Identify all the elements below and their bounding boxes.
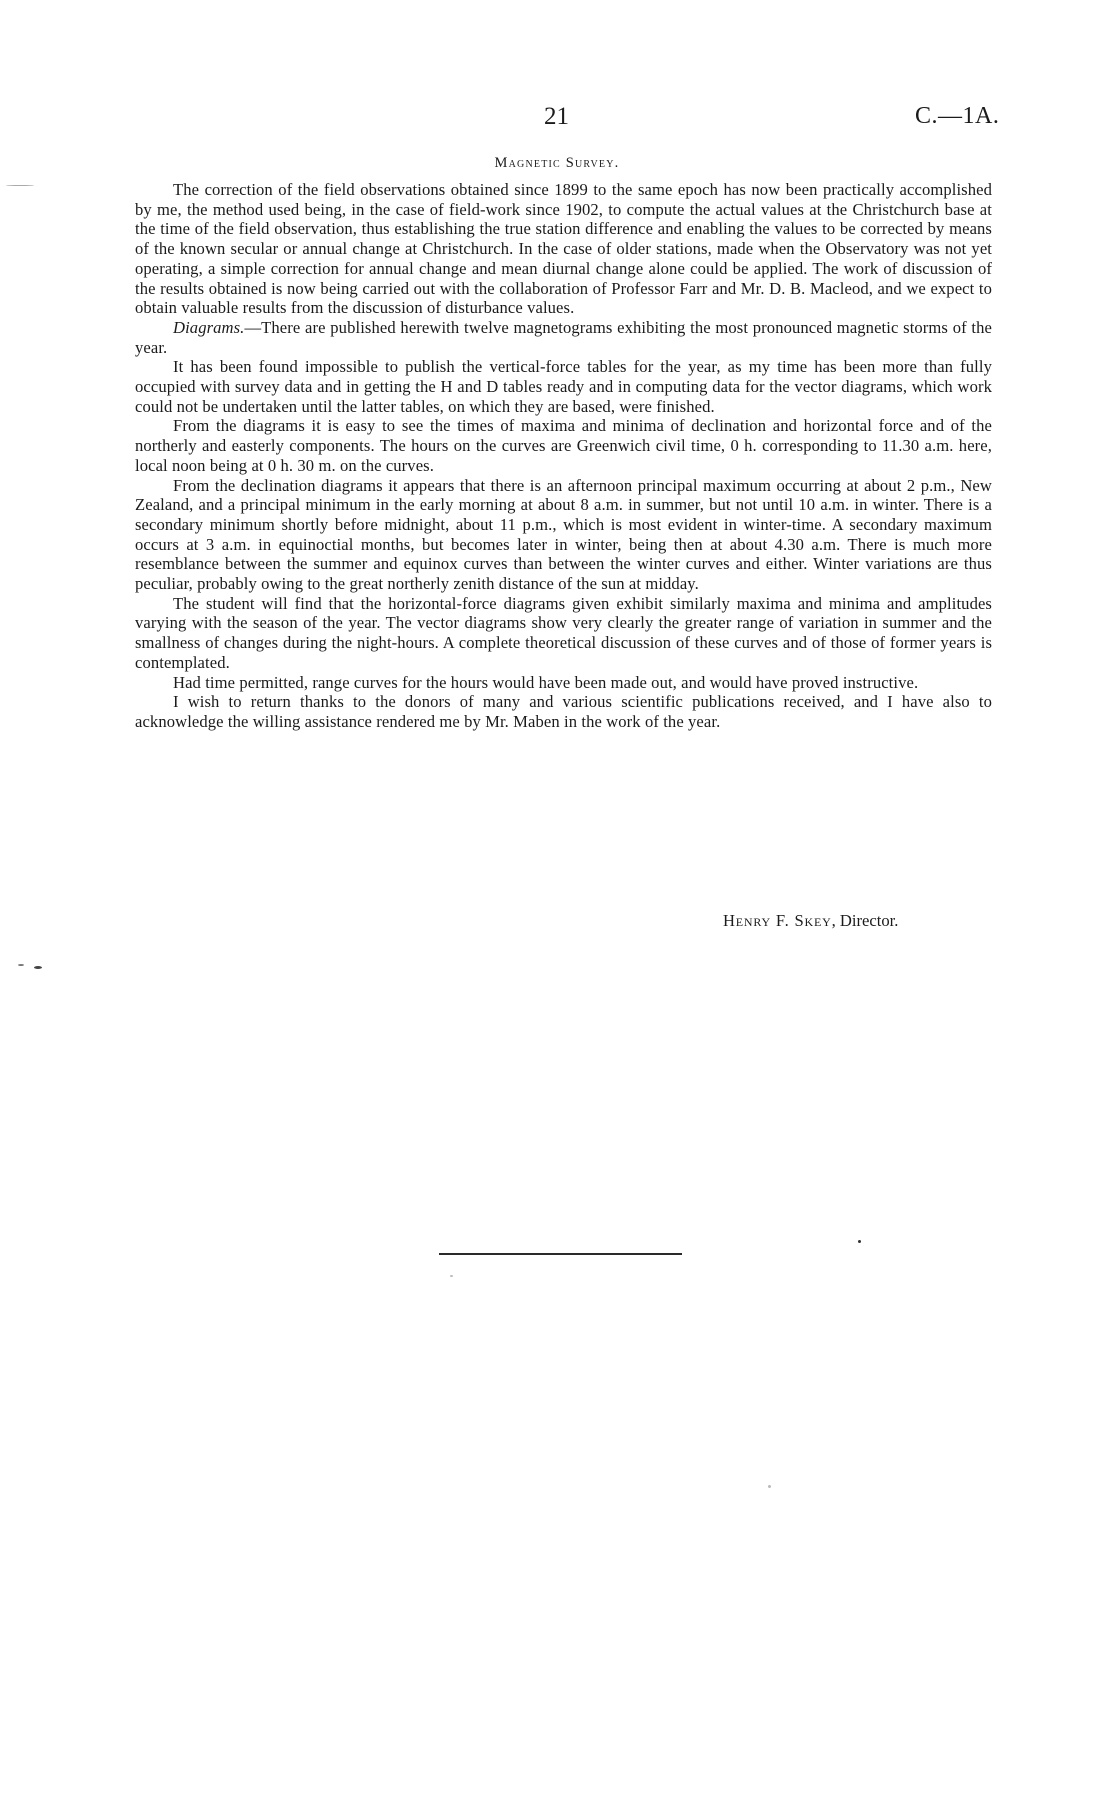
signature-name: Henry F. Skey	[723, 911, 832, 930]
paragraph: From the diagrams it is easy to see the times of maxima and minima of declination and horizontal force and of the northerly and easterly components. The hours on the curves are Greenwich civil time, 0 h. corresponding to 11.30 a.m. here, local noon being at 0 h. 30 m. on the curves.	[135, 416, 992, 475]
scan-speck	[768, 1485, 771, 1488]
scan-speck	[450, 1275, 453, 1277]
paragraph-text: —There are published herewith twelve magnetograms exhibiting the most pronounced magnetic storms of the year.	[135, 317, 992, 357]
document-code: C.—1A.	[915, 103, 1000, 129]
paragraph	[135, 318, 992, 357]
paragraph-lead: Diagrams.	[173, 317, 245, 337]
paragraph: The correction of the field observations obtained since 1899 to the same epoch has now been practically accomplished by me, the method used being, in the case of field-work since 1902, to compute the actual values at the Christchurch base at the time of the field observation, thus establishing the true station difference and enabling the values to be corrected by means of the known secular or annual change at Christchurch. In the case of older stations, made when the Observatory was not yet operating, a simple correction for annual change and mean diurnal change alone could be applied. The work of discussion of the results obtained is now being carried out with the collaboration of Professor Farr and Mr. D. B. Macleod, and we expect to obtain valuable results from the discussion of disturbance values.	[135, 180, 992, 318]
end-rule-divider	[439, 1253, 682, 1255]
signature-title: , Director.	[831, 911, 899, 930]
signature	[723, 911, 898, 931]
section-heading: Magnetic Survey.	[494, 155, 620, 171]
paragraph: I wish to return thanks to the donors of many and various scientific publications received, and I have also to acknowledge the willing assistance rendered me by Mr. Maben in the work of the year.	[135, 692, 992, 731]
scan-speck	[858, 1240, 861, 1243]
paragraph: Had time permitted, range curves for the hours would have been made out, and would have proved instructive.	[173, 672, 919, 692]
body-text	[135, 180, 992, 732]
paragraph: It has been found impossible to publish the vertical-force tables for the year, as my time has been more than fully occupied with survey data and in getting the H and D tables ready and in computing data for the vector diagrams, which work could not be undertaken until the latter tables, on which they are based, were finished.	[135, 357, 992, 416]
scan-speck	[18, 964, 24, 966]
paragraph: The student will find that the horizontal-force diagrams given exhibit similarly maxima and minima and amplitudes varying with the season of the year. The vector diagrams show very clearly the greater range of variation in summer and the smallness of changes during the night-hours. A complete theoretical discussion of these curves and of those of former years is contemplated.	[135, 593, 992, 672]
scan-speck	[34, 966, 42, 969]
paragraph: From the declination diagrams it appears that there is an afternoon principal maximum occurring at about 2 p.m., New Zealand, and a principal minimum in the early morning at about 8 a.m. in summer, but not until 10 a.m. in winter. There is a secondary minimum shortly before midnight, about 11 p.m., which is most evident in winter-time. A secondary maximum occurs at 3 a.m. in equinoctial months, but becomes later in winter, being then at about 4.30 a.m. There is much more resemblance between the summer and equinox curves than between the winter curves and either. Winter variations are thus peculiar, probably owing to the great northerly zenith distance of the sun at midday.	[135, 475, 992, 594]
scan-speck	[6, 185, 34, 186]
page-number: 21	[544, 103, 569, 130]
